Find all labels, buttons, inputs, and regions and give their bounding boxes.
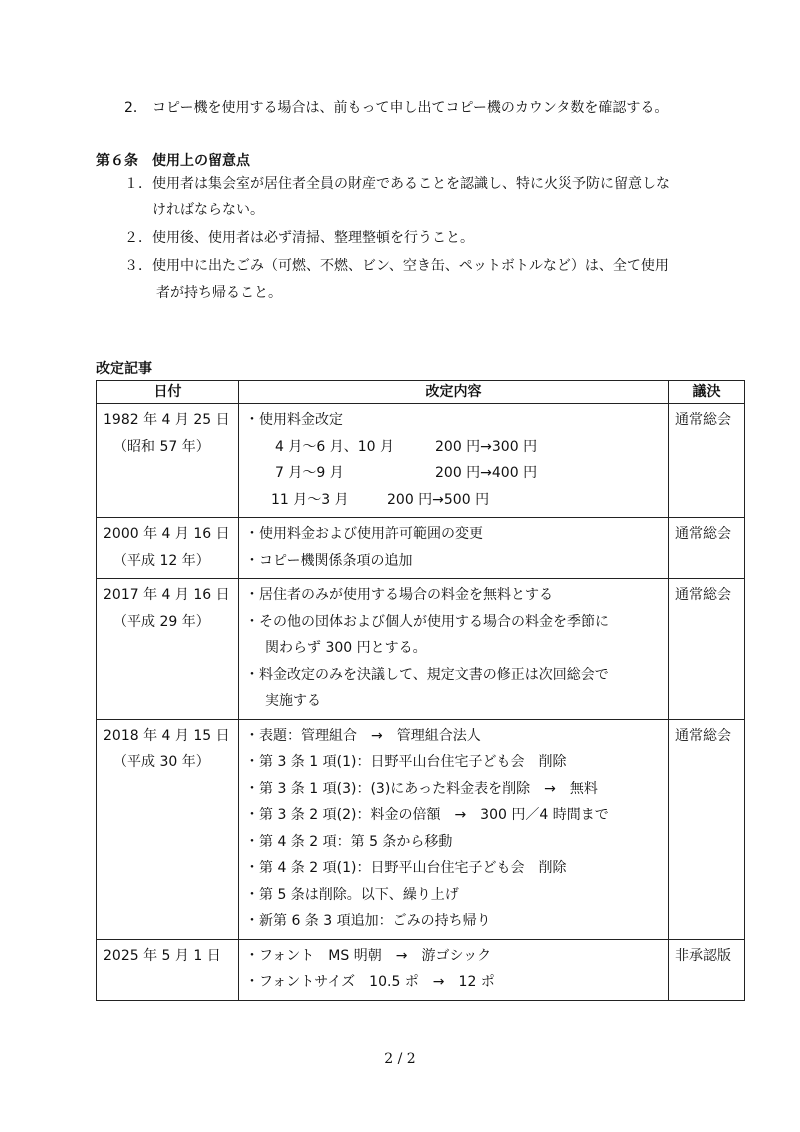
page-number: 2 / 2 (384, 1051, 416, 1067)
header-content: 改定内容 (239, 381, 669, 404)
vote-cell (669, 939, 745, 1000)
content-line: ・第 4 条 2 項(1)：日野平山台住宅子ども会 削除 (245, 860, 567, 876)
item-number: 2． (124, 100, 147, 116)
season-text: 11 月～3 月 (271, 491, 349, 508)
item-text: コピー機を使用する場合は、前もって申し出てコピー機のカウンタ数を確認する。 (152, 100, 669, 116)
item-text: 使用者は集会室が居住者全員の財産であることを認識し、特に火災予防に留意しな (152, 176, 670, 192)
table-row (97, 939, 745, 1000)
date-text: 2025 年 5 月 1 日 (103, 947, 221, 964)
article6-item-3-cont: 者が持ち帰ること。 (156, 285, 282, 301)
date-cell (97, 518, 239, 579)
content-line: ・使用料金改定 (245, 412, 343, 428)
article5-item-2 (124, 98, 668, 118)
vote-cell (669, 719, 745, 939)
table-row (97, 518, 745, 579)
content-line (245, 434, 662, 461)
content-line: ・第 5 条は削除。以下、繰り上げ (245, 886, 459, 903)
content-cell (239, 939, 669, 1000)
content-line: ・第 3 条 2 項(2)：料金の倍額 → 300 円／4 時間まで (245, 807, 609, 823)
table-row (97, 719, 745, 939)
item-text: 使用後、使用者は必ず清掃、整理整頓を行うこと。 (152, 230, 474, 246)
price-text: 200 円→300 円 (435, 438, 538, 455)
article6-item-2 (124, 228, 474, 248)
article6-item-3 (124, 256, 669, 276)
content-cell (239, 719, 669, 939)
content-line: ・第 4 条 2 項：第 5 条から移動 (245, 833, 453, 850)
vote-text: 通常総会 (675, 412, 731, 428)
article6-item-1 (124, 174, 670, 194)
article6-heading: 第６条 使用上の留意点 (96, 153, 250, 169)
vote-text: 非承認版 (675, 947, 731, 964)
content-line (245, 487, 662, 514)
content-line: ・フォントサイズ 10.5 ポ → 12 ポ (245, 974, 495, 990)
date-text: 1982 年 4 月 25 日 (103, 412, 230, 428)
content-line (245, 460, 662, 487)
content-line: 関わらず 300 円とする。 (265, 640, 427, 656)
item-number: ３． (124, 258, 152, 274)
vote-text: 通常総会 (675, 587, 731, 603)
date-cell (97, 719, 239, 939)
revision-table-title: 改定記事 (96, 361, 152, 377)
table-row (97, 404, 745, 518)
article6-item-1-cont: ければならない。 (152, 202, 264, 218)
table-header-row (97, 381, 745, 404)
content-line: ・表題：管理組合 → 管理組合法人 (245, 727, 481, 744)
content-line: ・第 3 条 1 項(3)：(3)にあった料金表を削除 → 無料 (245, 780, 598, 797)
content-line: ・フォント MS 明朝 → 游ゴシック (245, 947, 492, 964)
season-text: 4 月～6 月、10 月 (275, 438, 394, 455)
content-line: ・その他の団体および個人が使用する場合の料金を季節に (245, 613, 609, 630)
header-vote: 議決 (669, 381, 745, 404)
header-date: 日付 (97, 381, 239, 404)
vote-cell (669, 404, 745, 518)
price-text: 200 円→400 円 (435, 465, 538, 481)
content-line: ・料金改定のみを決議して、規定文書の修正は次回総会で (245, 666, 609, 683)
date-cell (97, 579, 239, 720)
content-cell (239, 518, 669, 579)
vote-text: 通常総会 (675, 727, 731, 744)
date-text: 2000 年 4 月 16 日 (103, 526, 230, 542)
item-text: 使用中に出たごみ（可燃、不燃、ビン、空き缶、ペットボトルなど）は、全て使用 (152, 258, 669, 274)
revision-table (96, 380, 745, 1001)
item-number: ２． (124, 230, 152, 246)
content-line: ・新第 6 条 3 項追加：ごみの持ち帰り (245, 913, 491, 929)
season-text: 7 月～9 月 (275, 465, 344, 481)
content-line: ・居住者のみが使用する場合の料金を無料とする (245, 587, 553, 603)
item-number: １． (124, 176, 152, 192)
content-cell (239, 579, 669, 720)
content-cell (239, 404, 669, 518)
content-line: 実施する (265, 693, 321, 709)
era-text: （平成 12 年） (113, 552, 210, 569)
date-cell (97, 404, 239, 518)
vote-text: 通常総会 (675, 526, 731, 542)
price-text: 200 円→500 円 (387, 491, 490, 508)
era-text: （昭和 57 年） (113, 438, 210, 455)
content-line: ・使用料金および使用許可範囲の変更 (245, 526, 483, 542)
table-row (97, 579, 745, 720)
vote-cell (669, 579, 745, 720)
era-text: （平成 30 年） (113, 754, 210, 770)
vote-cell (669, 518, 745, 579)
content-line: ・コピー機関係条項の追加 (245, 552, 413, 569)
era-text: （平成 29 年） (113, 613, 210, 630)
content-line: ・第 3 条 1 項(1)：日野平山台住宅子ども会 削除 (245, 754, 567, 770)
date-text: 2018 年 4 月 15 日 (103, 727, 230, 744)
date-text: 2017 年 4 月 16 日 (103, 587, 230, 603)
date-cell (97, 939, 239, 1000)
